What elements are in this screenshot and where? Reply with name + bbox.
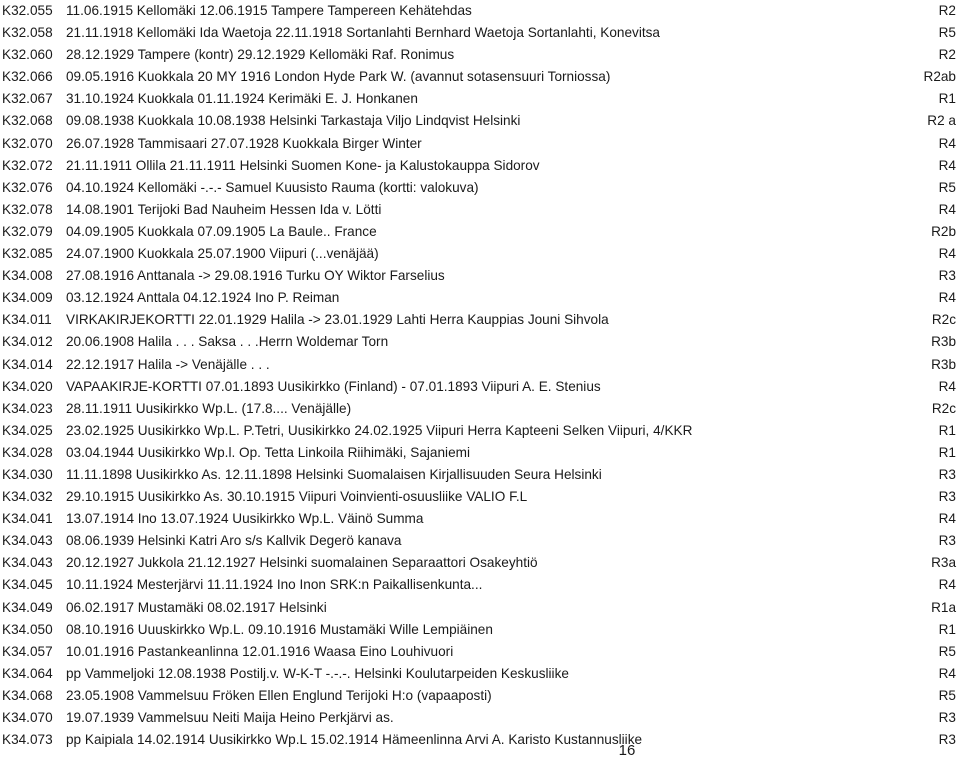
item-description: 13.07.1914 Ino 13.07.1924 Uusikirkko Wp.L. Väinö Summa [66,511,424,527]
item-grade: R2c [931,312,956,328]
item-grade: R4 [938,378,956,394]
list-item [0,199,960,221]
item-description: 10.11.1924 Mesterjärvi 11.11.1924 Ino Inon SRK:n Paikallisenkunta... [66,577,483,593]
item-description: 21.11.1911 Ollila 21.11.1911 Helsinki Suomen Kone- ja Kalustokauppa Sidorov [66,157,540,173]
item-grade: R2b [931,223,956,239]
list-item [0,530,960,552]
list-item [0,331,960,353]
item-description: 20.06.1908 Halila . . . Saksa . . .Herrn Woldemar Torn [66,334,389,350]
item-code: K32.058 [2,25,53,41]
item-code: K34.050 [2,621,53,637]
page-number: 16 [618,742,636,759]
list-item [0,619,960,641]
item-grade: R4 [938,511,956,527]
list-item [0,442,960,464]
list-item [0,398,960,420]
item-code: K34.011 [2,312,52,328]
list-item [0,177,960,199]
item-grade: R1a [931,599,956,615]
item-description: 09.05.1916 Kuokkala 20 MY 1916 London Hyde Park W. (avannut sotasensuuri Torniossa) [66,69,611,85]
list-item [0,133,960,155]
item-code: K34.041 [2,511,53,527]
item-grade: R2 a [927,113,956,129]
item-grade: R1 [938,422,956,438]
list-item [0,508,960,530]
item-grade: R3a [931,555,956,571]
item-code: K34.057 [2,643,53,659]
item-code: K34.043 [2,555,53,571]
item-grade: R3 [938,489,956,505]
item-description: 29.10.1915 Uusikirkko As. 30.10.1915 Viipuri Voinvienti-osuusliike VALIO F.L [66,489,528,505]
list-item [0,309,960,331]
item-grade: R2 [938,3,956,18]
item-code: K34.025 [2,422,53,438]
item-code: K34.045 [2,577,53,593]
item-code: K34.008 [2,268,53,284]
item-grade: R1 [938,621,956,637]
item-code: K32.079 [2,223,53,239]
list-item [0,552,960,574]
list-item [0,376,960,398]
list-item [0,66,960,88]
item-description: 08.10.1916 Uuuskirkko Wp.L. 09.10.1916 Mustamäki Wille Lempiäinen [66,621,493,637]
list-item [0,221,960,243]
item-description: 11.11.1898 Uusikirkko As. 12.11.1898 Helsinki Suomalaisen Kirjallisuuden Seura Helsinki [66,466,602,482]
item-description: 04.10.1924 Kellomäki -.-.- Samuel Kuusisto Rauma (kortti: valokuva) [66,179,479,195]
list-item [0,597,960,619]
item-description: 14.08.1901 Terijoki Bad Nauheim Hessen Ida v. Lötti [66,201,382,217]
item-description: 03.04.1944 Uusikirkko Wp.l. Op. Tetta Linkoila Riihimäki, Sajaniemi [66,444,470,460]
item-code: K34.049 [2,599,53,615]
item-code: K34.064 [2,665,53,681]
item-grade: R3 [938,710,956,725]
list-item [0,44,960,66]
item-description: 22.12.1917 Halila -> Venäjälle . . . [66,356,270,372]
item-grade: R3b [931,356,956,372]
item-description: VIRKAKIRJEKORTTI 22.01.1929 Halila -> 23.01.1929 Lahti Herra Kauppias Jouni Sihvola [66,312,609,328]
item-description: 11.06.1915 Kellomäki 12.06.1915 Tampere Tampereen Kehätehdas [66,3,472,18]
item-grade: R2c [931,400,956,416]
item-description: pp Vammeljoki 12.08.1938 Postilj.v. W-K-T -.-.-. Helsinki Koulutarpeiden Keskusliike [66,665,569,681]
item-grade: R5 [938,643,956,659]
item-code: K34.014 [2,356,53,372]
item-description: 28.11.1911 Uusikirkko Wp.L. (17.8.... Venäjälle) [66,400,352,416]
item-grade: R3 [938,533,956,549]
list-item [0,265,960,287]
item-code: K32.078 [2,201,53,217]
item-code: K34.032 [2,489,53,505]
item-description: 20.12.1927 Jukkola 21.12.1927 Helsinki suomalainen Separaattori Osakeyhtiö [66,555,538,571]
item-description: 23.05.1908 Vammelsuu Fröken Ellen Englund Terijoki H:o (vapaaposti) [66,687,492,703]
item-grade: R4 [938,157,956,173]
item-description: 08.06.1939 Helsinki Katri Aro s/s Kallvik Degerö kanava [66,533,402,549]
list-item [0,464,960,486]
item-grade: R5 [938,687,956,703]
list-item [0,707,960,729]
item-code: K32.060 [2,47,53,63]
item-code: K32.070 [2,135,53,151]
item-description: 31.10.1924 Kuokkala 01.11.1924 Kerimäki E. J. Honkanen [66,91,418,107]
item-code: K34.073 [2,732,53,748]
item-grade: R5 [938,179,956,195]
item-code: K34.012 [2,334,53,350]
item-description: 10.01.1916 Pastankeanlinna 12.01.1916 Waasa Eino Louhivuori [66,643,454,659]
list-item [0,110,960,132]
item-code: K32.067 [2,91,53,107]
item-description: 19.07.1939 Vammelsuu Neiti Maija Heino Perkjärvi as. [66,710,394,725]
item-code: K32.066 [2,69,53,85]
item-grade: R2ab [923,69,956,85]
item-description: 03.12.1924 Anttala 04.12.1924 Ino P. Reiman [66,290,340,306]
item-code: K32.068 [2,113,53,129]
item-code: K34.023 [2,400,53,416]
list-item [0,685,960,707]
item-code: K34.020 [2,378,53,394]
item-description: 23.02.1925 Uusikirkko Wp.L. P.Tetri, Uusikirkko 24.02.1925 Viipuri Herra Kapteeni Selken Viipuri, 4/KKR [66,422,693,438]
list-item [0,641,960,663]
list-item [0,0,960,22]
item-code: K32.072 [2,157,53,173]
item-grade: R3 [938,732,956,748]
list-item [0,574,960,596]
item-grade: R3 [938,268,956,284]
list-item [0,663,960,685]
list-item [0,354,960,376]
item-grade: R4 [938,201,956,217]
item-code: K32.085 [2,246,53,262]
item-grade: R4 [938,135,956,151]
list-item [0,486,960,508]
item-code: K34.043 [2,533,53,549]
item-description: 06.02.1917 Mustamäki 08.02.1917 Helsinki [66,599,327,615]
list-item [0,420,960,442]
item-grade: R4 [938,246,956,262]
item-grade: R3 [938,466,956,482]
item-grade: R4 [938,665,956,681]
item-grade: R2 [938,47,956,63]
item-description: 09.08.1938 Kuokkala 10.08.1938 Helsinki Tarkastaja Viljo Lindqvist Helsinki [66,113,521,129]
item-code: K34.030 [2,466,53,482]
item-description: 27.08.1916 Anttanala -> 29.08.1916 Turku OY Wiktor Farselius [66,268,445,284]
item-grade: R1 [938,91,956,107]
item-grade: R4 [938,290,956,306]
item-grade: R4 [938,577,956,593]
item-code: K34.009 [2,290,53,306]
list-item [0,243,960,265]
item-description: 28.12.1929 Tampere (kontr) 29.12.1929 Kellomäki Raf. Ronimus [66,47,455,63]
item-description: 21.11.1918 Kellomäki Ida Waetoja 22.11.1918 Sortanlahti Bernhard Waetoja Sortanlahti, Konevitsa [66,25,660,41]
item-description: 26.07.1928 Tammisaari 27.07.1928 Kuokkala Birger Winter [66,135,422,151]
list-item [0,287,960,309]
item-code: K34.068 [2,687,53,703]
item-code: K32.076 [2,179,53,195]
item-grade: R5 [938,25,956,41]
item-grade: R1 [938,444,956,460]
item-description: 24.07.1900 Kuokkala 25.07.1900 Viipuri (...venäjää) [66,246,379,262]
list-item [0,88,960,110]
item-code: K34.070 [2,710,53,725]
item-description: VAPAAKIRJE-KORTTI 07.01.1893 Uusikirkko (Finland) - 07.01.1893 Viipuri A. E. Stenius [66,378,601,394]
item-grade: R3b [931,334,956,350]
list-item [0,22,960,44]
list-item [0,155,960,177]
item-code: K32.055 [2,3,53,18]
item-code: K34.028 [2,444,53,460]
item-description: pp Kaipiala 14.02.1914 Uusikirkko Wp.L 15.02.1914 Hämeenlinna Arvi A. Karisto Kustannusliike [66,732,643,748]
item-description: 04.09.1905 Kuokkala 07.09.1905 La Baule.. France [66,223,377,239]
